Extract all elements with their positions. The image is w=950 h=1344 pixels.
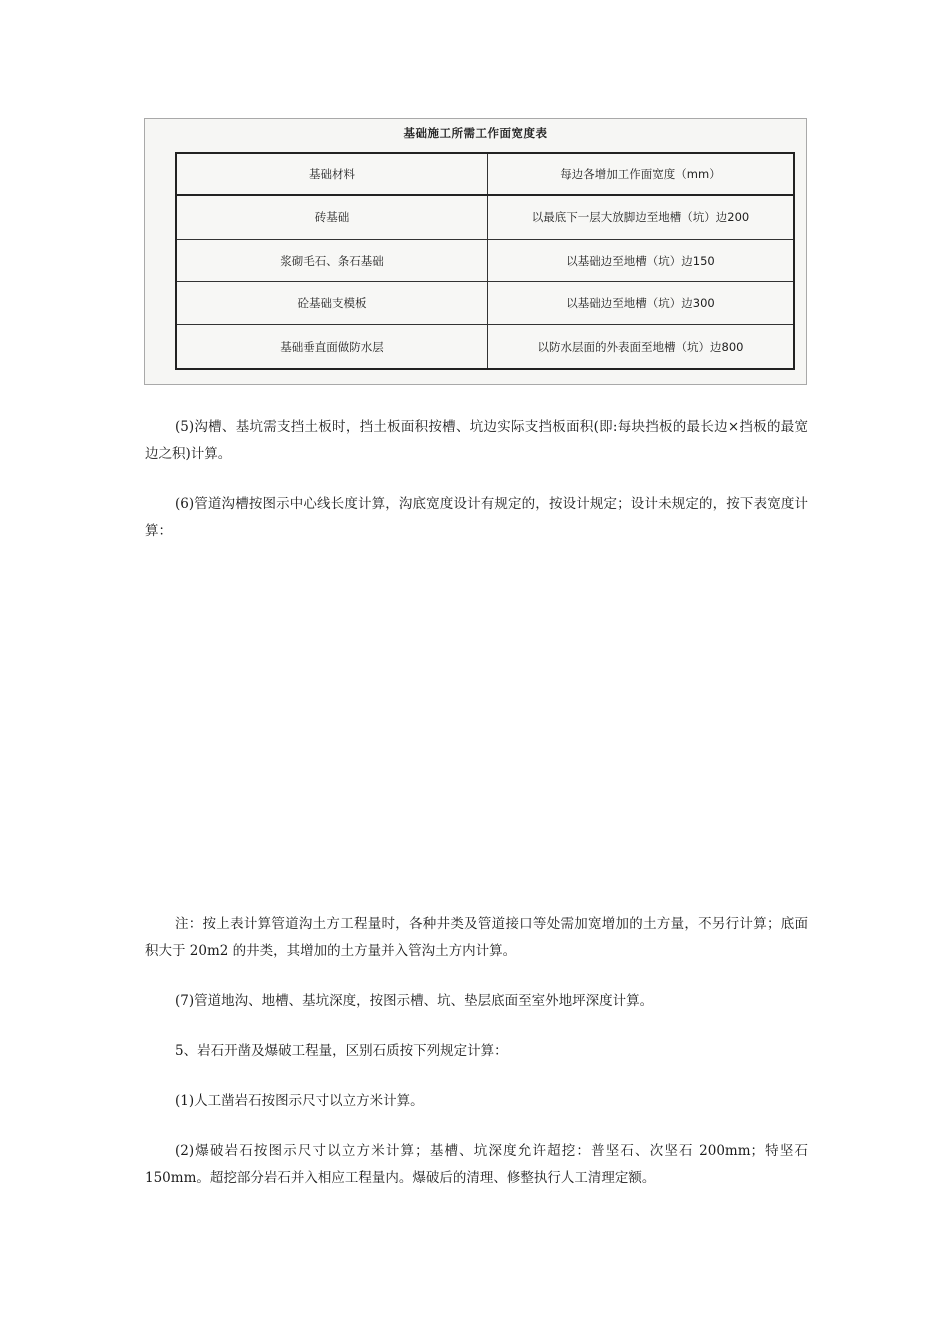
table-title: 基础施工所需工作面宽度表 <box>403 126 548 140</box>
cell-width: 以基础边至地槽（坑）边300 <box>488 282 795 325</box>
cell-material: 砼基础支模板 <box>176 282 488 325</box>
cell-width: 以防水层面的外表面至地槽（坑）边800 <box>488 325 795 369</box>
cell-width: 以最底下一层大放脚边至地槽（坑）边200 <box>488 195 795 239</box>
section-5-item-2: (2)爆破岩石按图示尺寸以立方米计算；基槽、坑深度允许超挖：普坚石、次坚石 200mm；特坚石 150mm。超挖部分岩石并入相应工程量内。爆破后的清理、修整执行人工清理定额。 <box>145 1143 808 1186</box>
paragraph-7: (7)管道地沟、地槽、基坑深度，按图示槽、坑、垫层底面至室外地坪深度计算。 <box>175 993 654 1009</box>
table-row <box>176 195 794 239</box>
cell-width: 以基础边至地槽（坑）边150 <box>488 239 795 282</box>
work-width-table-image <box>144 118 807 385</box>
section-5-item-1: (1)人工凿岩石按图示尺寸以立方米计算。 <box>175 1093 424 1109</box>
cell-material: 砖基础 <box>176 195 488 239</box>
table-header-row <box>176 153 794 195</box>
cell-material: 浆砌毛石、条石基础 <box>176 239 488 282</box>
table-row <box>176 282 794 325</box>
work-width-table <box>175 152 795 370</box>
table-row <box>176 325 794 369</box>
table-row <box>176 239 794 282</box>
paragraph-5: (5)沟槽、基坑需支挡土板时，挡土板面积按槽、坑边实际支挡板面积(即:每块挡板的最长边×挡板的最宽边之积)计算。 <box>145 419 808 462</box>
header-width: 每边各增加工作面宽度（mm） <box>488 153 795 195</box>
section-5-heading: 5、岩石开凿及爆破工程量，区别石质按下列规定计算： <box>175 1043 508 1059</box>
paragraph-6: (6)管道沟槽按图示中心线长度计算，沟底宽度设计有规定的，按设计规定；设计未规定的，按下表宽度计算： <box>145 496 808 539</box>
cell-material: 基础垂直面做防水层 <box>176 325 488 369</box>
note-paragraph: 注：按上表计算管道沟土方工程量时，各种井类及管道接口等处需加宽增加的土方量，不另行计算；底面积大于 20m2 的井类，其增加的土方量并入管沟土方内计算。 <box>145 916 808 959</box>
header-material: 基础材料 <box>176 153 488 195</box>
